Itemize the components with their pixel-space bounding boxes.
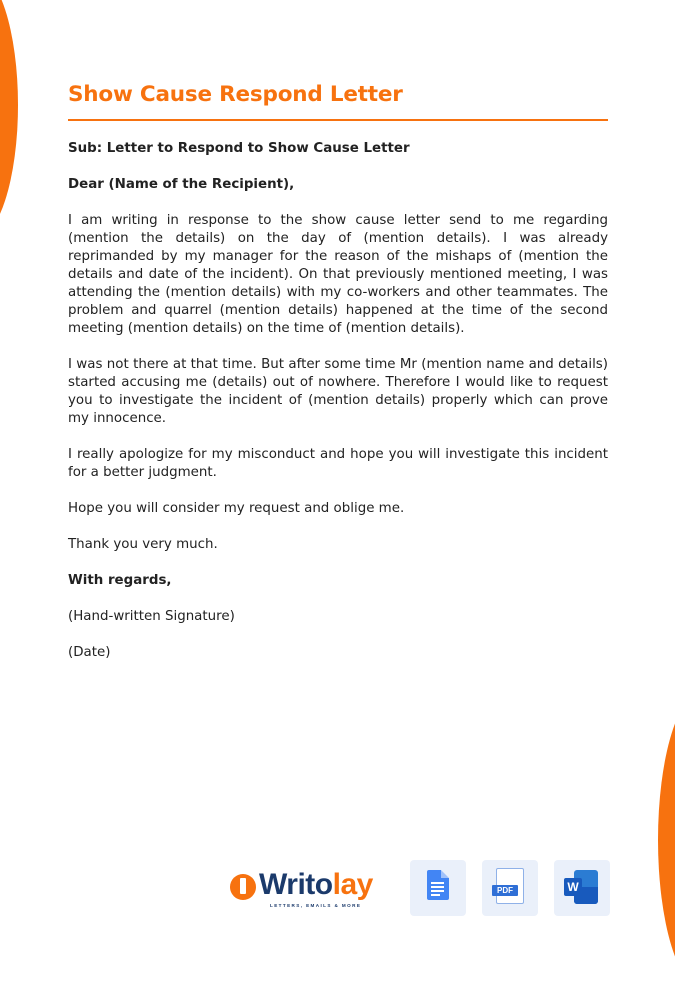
logo-wordmark: Writolay: [259, 868, 373, 901]
letter-paragraph: I am writing in response to the show cause letter send to me regarding (mention the details) on the day of (mention details). I was already reprimanded by my manager for the reason of the mishaps of (mention the details and date of the incident). On that previously mentioned meeting, I was attending the (mention details) with my co-workers and other teammates. The problem and quarrel (mention details) happened at the time of the second meeting (mention details) on the time of (mention details).: [68, 213, 608, 336]
letter-body: [68, 140, 608, 680]
pdf-icon[interactable]: [482, 860, 538, 916]
footer: [0, 860, 675, 920]
decorative-arc-left: [0, 0, 18, 240]
logo-tagline: LETTERS, EMAILS & MORE: [270, 903, 362, 908]
writolay-logo[interactable]: [230, 868, 390, 910]
google-docs-icon[interactable]: [410, 860, 466, 916]
word-icon[interactable]: [554, 860, 610, 916]
word-label: W: [564, 878, 582, 896]
letter-paragraph: I really apologize for my misconduct and hope you will investigate this incident for a better judgment.: [68, 447, 608, 480]
letter-paragraph: Hope you will consider my request and oblige me.: [68, 501, 405, 516]
letter-subject: Sub: Letter to Respond to Show Cause Letter: [68, 141, 410, 156]
pdf-label: PDF: [492, 885, 518, 896]
page-title: Show Cause Respond Letter: [68, 82, 403, 107]
letter-paragraph: Thank you very much.: [68, 537, 218, 552]
title-divider: [68, 119, 608, 121]
decorative-arc-right: [658, 690, 675, 990]
letter-paragraph: I was not there at that time. But after some time Mr (mention name and details) started accusing me (details) out of nowhere. Therefore I would like to request you to investigate the incident of (mention details) properly which can prove my innocence.: [68, 357, 608, 426]
letter-date: (Date): [68, 645, 111, 660]
letter-salutation: Dear (Name of the Recipient),: [68, 177, 295, 192]
letter-closing: With regards,: [68, 573, 172, 588]
letter-signature: (Hand-written Signature): [68, 609, 235, 624]
writolay-logo-icon: [230, 874, 256, 900]
